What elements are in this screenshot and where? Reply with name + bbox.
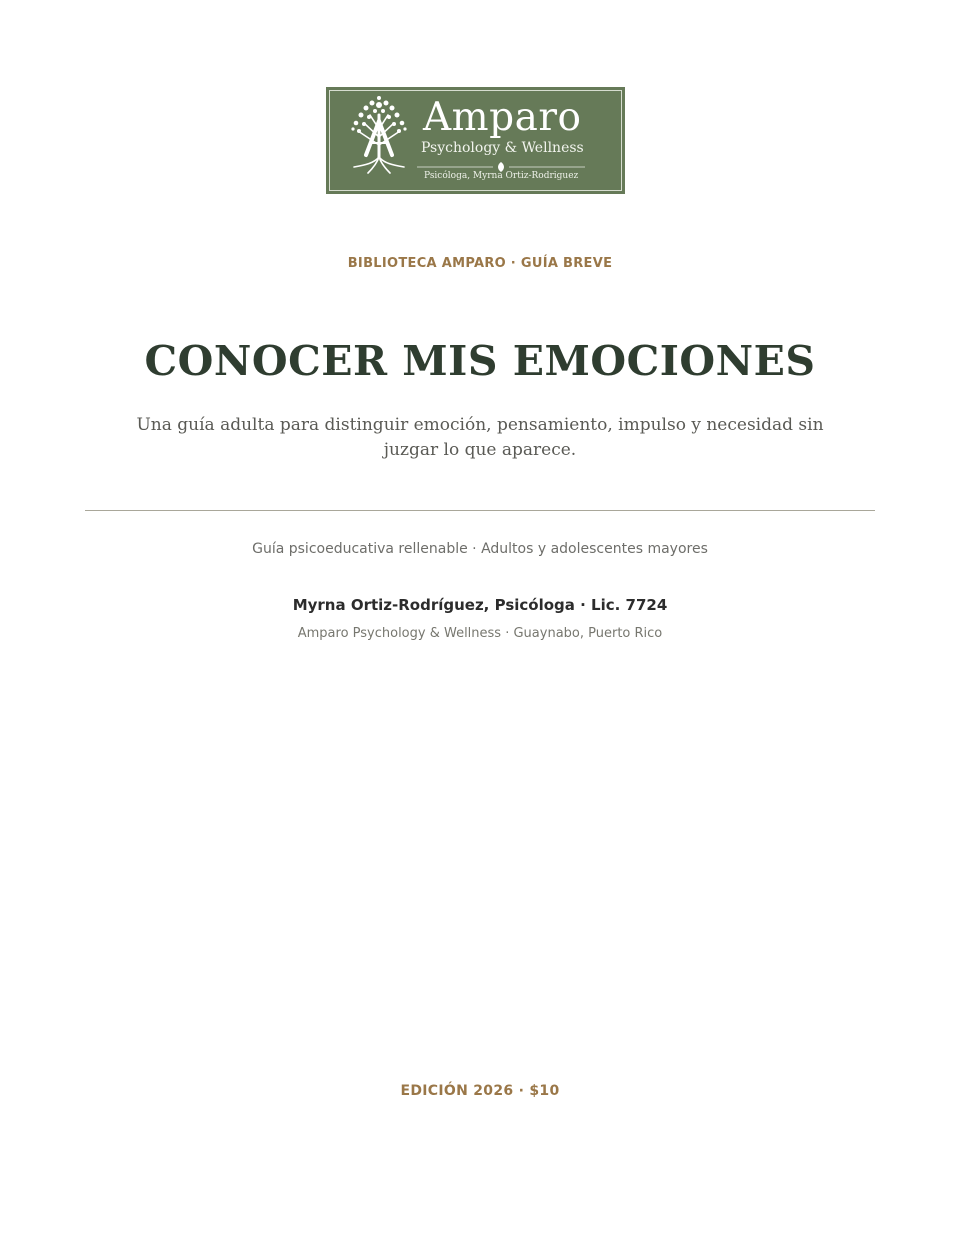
author-name: Myrna Ortiz-Rodríguez, Psicóloga · Lic. 7724 [292,596,668,614]
subtitle: Una guía adulta para distinguir emoción, pensamiento, impulso y necesidad sin juzgar lo que aparece. [136,415,824,460]
practice-location: Amparo Psychology & Wellness · Guaynabo, Puerto Rico [297,626,663,641]
tree-icon [344,93,414,175]
logo-name: Amparo [423,95,582,140]
logo-credit: Psicóloga, Myrna Ortiz-Rodriguez [424,171,579,181]
series-kicker: BIBLIOTECA AMPARO · GUÍA BREVE [347,256,613,271]
amparo-logo [326,87,625,194]
guide-description: Guía psicoeducativa rellenable · Adultos y adolescentes mayores [252,541,708,557]
page-title: CONOCER MIS EMOCIONES [144,337,816,385]
edition-price: EDICIÓN 2026 · $10 [400,1083,560,1099]
logo-tagline: Psychology & Wellness [421,140,584,156]
divider [85,510,875,511]
